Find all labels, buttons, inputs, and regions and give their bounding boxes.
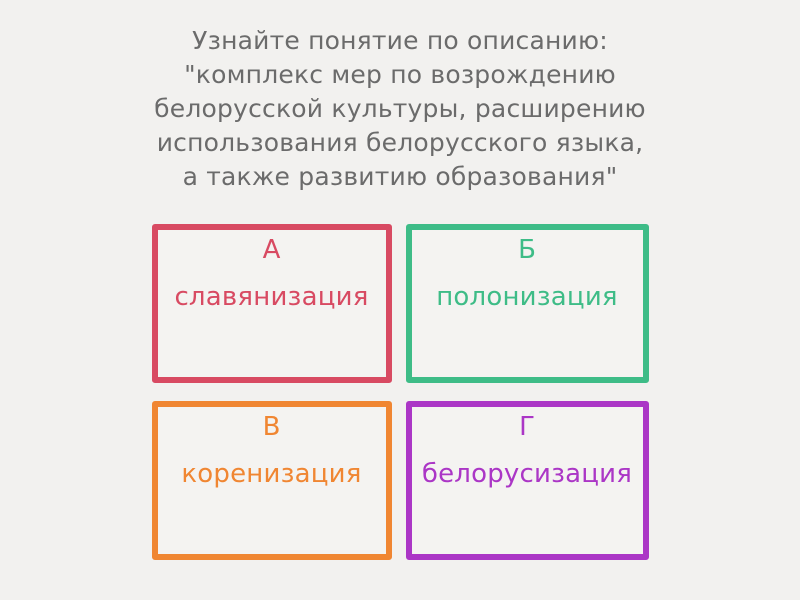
question-line: использования белорусского языка,: [156, 128, 644, 157]
answer-label: полонизация: [436, 282, 618, 312]
answer-option-b[interactable]: [406, 224, 649, 383]
answer-label: белорусизация: [421, 459, 633, 489]
question-line: белорусской культуры, расширению: [154, 94, 646, 123]
question-line: "комплекс мер по возрождению: [184, 60, 616, 89]
question-text: [0, 0, 800, 194]
answer-letter: А: [262, 235, 281, 265]
question-line: а также развитию образования": [182, 162, 618, 191]
answer-letter: В: [262, 412, 281, 442]
answer-option-v[interactable]: [152, 401, 392, 560]
answer-label: славянизация: [174, 282, 369, 312]
answers-grid: [152, 224, 649, 560]
answer-letter: Г: [519, 412, 535, 442]
answer-option-g[interactable]: [406, 401, 649, 560]
question-line: Узнайте понятие по описанию:: [192, 26, 608, 55]
answer-option-a[interactable]: [152, 224, 392, 383]
answer-letter: Б: [518, 235, 536, 265]
answer-label: коренизация: [181, 459, 362, 489]
